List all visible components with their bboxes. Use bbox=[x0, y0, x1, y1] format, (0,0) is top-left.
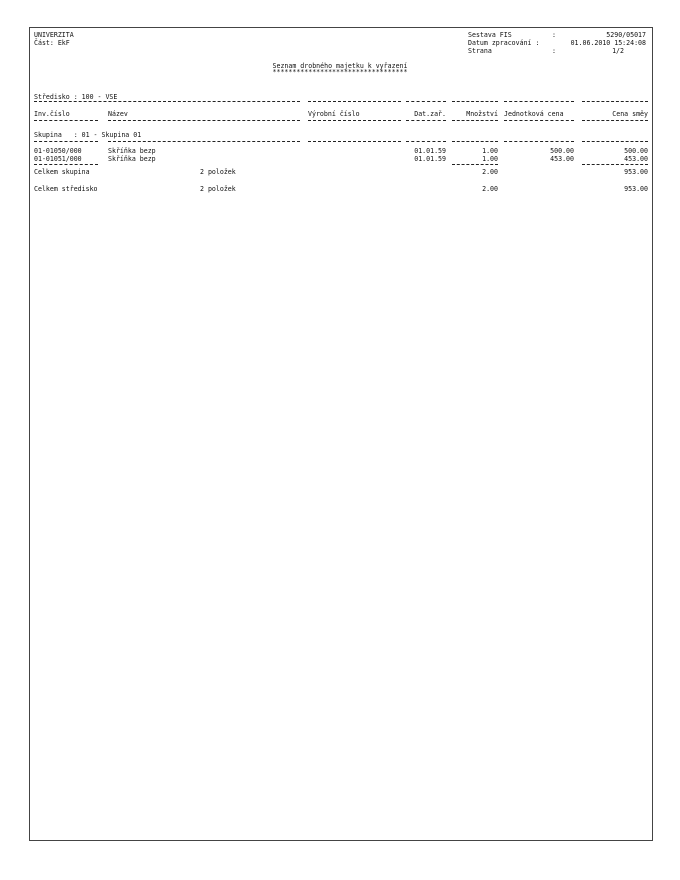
header-rule-bottom bbox=[582, 120, 648, 121]
page-separator: : bbox=[552, 47, 556, 55]
center-total-count: 2 položek bbox=[200, 185, 236, 193]
column-header-unit-price: Jednotková cena bbox=[504, 110, 564, 118]
center-total-price: 953.00 bbox=[624, 185, 648, 193]
header-rule-top bbox=[582, 101, 648, 102]
organization-name: UNIVERZITA bbox=[34, 31, 74, 39]
page-label: Strana bbox=[468, 47, 492, 55]
row-price: 500.00 bbox=[624, 147, 648, 155]
header-rule-bottom bbox=[108, 120, 300, 121]
row-name: Skříňka bezp bbox=[108, 155, 156, 163]
group-header: Skupina : 01 - Skupina 01 bbox=[34, 131, 142, 139]
report-separator: : bbox=[552, 31, 556, 39]
row-name: Skříňka bezp bbox=[108, 147, 156, 155]
group-rule bbox=[308, 141, 401, 142]
totals-rule bbox=[452, 164, 498, 165]
page-number: 1/2 bbox=[612, 47, 624, 55]
department-part: Část: EkF bbox=[34, 39, 70, 47]
header-rule-bottom bbox=[308, 120, 401, 121]
column-header-qty: Množství bbox=[466, 110, 498, 118]
group-total-label: Celkem skupina bbox=[34, 168, 90, 176]
totals-rule bbox=[34, 164, 98, 165]
totals-rule bbox=[582, 164, 648, 165]
column-header-date: Dat.zař. bbox=[414, 110, 446, 118]
row-inv-number: 01-01050/000 bbox=[34, 147, 82, 155]
report-code: 5290/05017 bbox=[606, 31, 646, 39]
group-rule bbox=[406, 141, 446, 142]
column-header-inv: Inv.číslo bbox=[34, 110, 70, 118]
processing-date-label: Datum zpracování : bbox=[468, 39, 540, 47]
group-total-price: 953.00 bbox=[624, 168, 648, 176]
report-title: Seznam drobného majetku k vyřazení bbox=[272, 62, 408, 70]
group-rule bbox=[504, 141, 574, 142]
group-rule bbox=[108, 141, 300, 142]
column-header-name: Název bbox=[108, 110, 128, 118]
header-rule-top bbox=[34, 101, 300, 102]
report-label: Sestava FIS bbox=[468, 31, 512, 39]
header-rule-bottom bbox=[452, 120, 498, 121]
cost-center: Středisko : 100 - VSE bbox=[34, 93, 118, 101]
header-rule-top bbox=[406, 101, 446, 102]
group-total-count: 2 položek bbox=[200, 168, 236, 176]
column-header-price: Cena směy bbox=[612, 110, 648, 118]
group-total-qty: 2.00 bbox=[482, 168, 498, 176]
header-rule-bottom bbox=[34, 120, 98, 121]
header-rule-bottom bbox=[504, 120, 574, 121]
row-inv-number: 01-01051/000 bbox=[34, 155, 82, 163]
column-header-serial: Výrobní číslo bbox=[308, 110, 360, 118]
row-qty: 1.00 bbox=[482, 155, 498, 163]
group-rule bbox=[34, 141, 98, 142]
group-rule bbox=[452, 141, 498, 142]
row-price: 453.00 bbox=[624, 155, 648, 163]
row-date: 01.01.59 bbox=[414, 147, 446, 155]
header-rule-top bbox=[452, 101, 498, 102]
header-rule-bottom bbox=[406, 120, 446, 121]
header-rule-top bbox=[308, 101, 401, 102]
row-qty: 1.00 bbox=[482, 147, 498, 155]
processing-date-value: 01.06.2010 15:24:08 bbox=[570, 39, 646, 47]
group-rule bbox=[582, 141, 648, 142]
header-rule-top bbox=[504, 101, 574, 102]
row-unit-price: 453.00 bbox=[550, 155, 574, 163]
row-unit-price: 500.00 bbox=[550, 147, 574, 155]
center-total-label: Celkem středisko bbox=[34, 185, 98, 193]
report-title-underline: ********************************** bbox=[272, 68, 408, 76]
report-page bbox=[29, 27, 653, 841]
center-total-qty: 2.00 bbox=[482, 185, 498, 193]
row-date: 01.01.59 bbox=[414, 155, 446, 163]
